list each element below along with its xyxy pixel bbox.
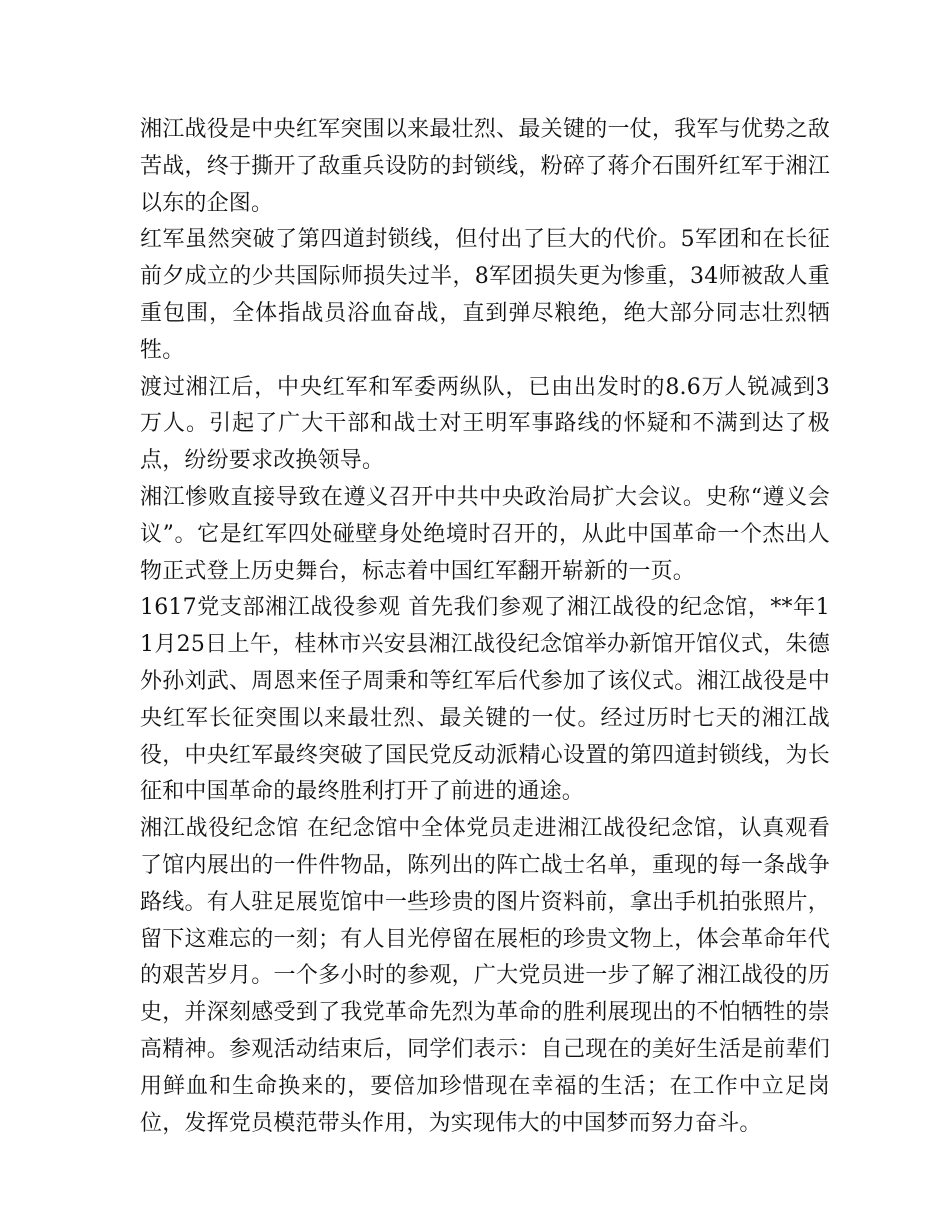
paragraph-memorial-hall: 湘江战役纪念馆 在纪念馆中全体党员走进湘江战役纪念馆，认真观看了馆内展出的一件件物品，陈列出的阵亡战士名单，重现的每一条战争路线。有人驻足展览馆中一些珍贵的图片资料前，拿出手机拍张照片，留下这难忘的一刻；有人目光停留在展柜的珍贵文物上，体会革命年代的艰苦岁月。一个多小时的参观，广大党员进一步了解了湘江战役的历史，并深刻感受到了我党革命先烈为革命的胜利展现出的不怕牺牲的崇高精神。参观活动结束后，同学们表示：自己现在的美好生活是前辈们用鲜血和生命换来的，要倍加珍惜现在幸福的生活；在工作中立足岗位，发挥党员模范带头作用，为实现伟大的中国梦而努力奋斗。 (140, 816, 830, 1136)
paragraph-xiangjiang-battle-intro: 湘江战役是中央红军突围以来最壮烈、最关键的一仗，我军与优势之敌苦战，终于撕开了敌重兵设防的封锁线，粉碎了蒋介石围歼红军于湘江以东的企图。 (140, 117, 830, 216)
paragraph-after-crossing: 渡过湘江后，中央红军和军委两纵队，已由出发时的8.6万人锐减到3万人。引起了广大干部和战士对王明军事路线的怀疑和不满到达了极点，纷纷要求改换领导。 (140, 374, 830, 474)
paragraph-fourth-blockade-cost: 红军虽然突破了第四道封锁线，但付出了巨大的代价。5军团和在长征前夕成立的少共国际师损失过半，8军团损失更为惨重，34师被敌人重重包围，全体指战员浴血奋战，直到弹尽粮绝，绝大部分同志壮烈牺牲。 (140, 227, 830, 363)
paragraph-branch-visit: 1617党支部湘江战役参观 首先我们参观了湘江战役的纪念馆，**年11月25日上午，桂林市兴安县湘江战役纪念馆举办新馆开馆仪式，朱德外孙刘武、周恩来侄子周秉和等红军后代参加了该仪式。湘江战役是中央红军长征突围以来最壮烈、最关键的一仗。经过历时七天的湘江战役，中央红军最终突破了国民党反动派精心设置的第四道封锁线，为长征和中国革命的最终胜利打开了前进的通途。 (140, 595, 830, 805)
document-body (140, 112, 830, 1142)
paragraph-zunyi-conference: 湘江惨败直接导致在遵义召开中共中央政治局扩大会议。史称“遵义会议”。它是红军四处碰壁身处绝境时召开的，从此中国革命一个杰出人物正式登上历史舞台，标志着中国红军翻开崭新的一页。 (140, 484, 830, 584)
